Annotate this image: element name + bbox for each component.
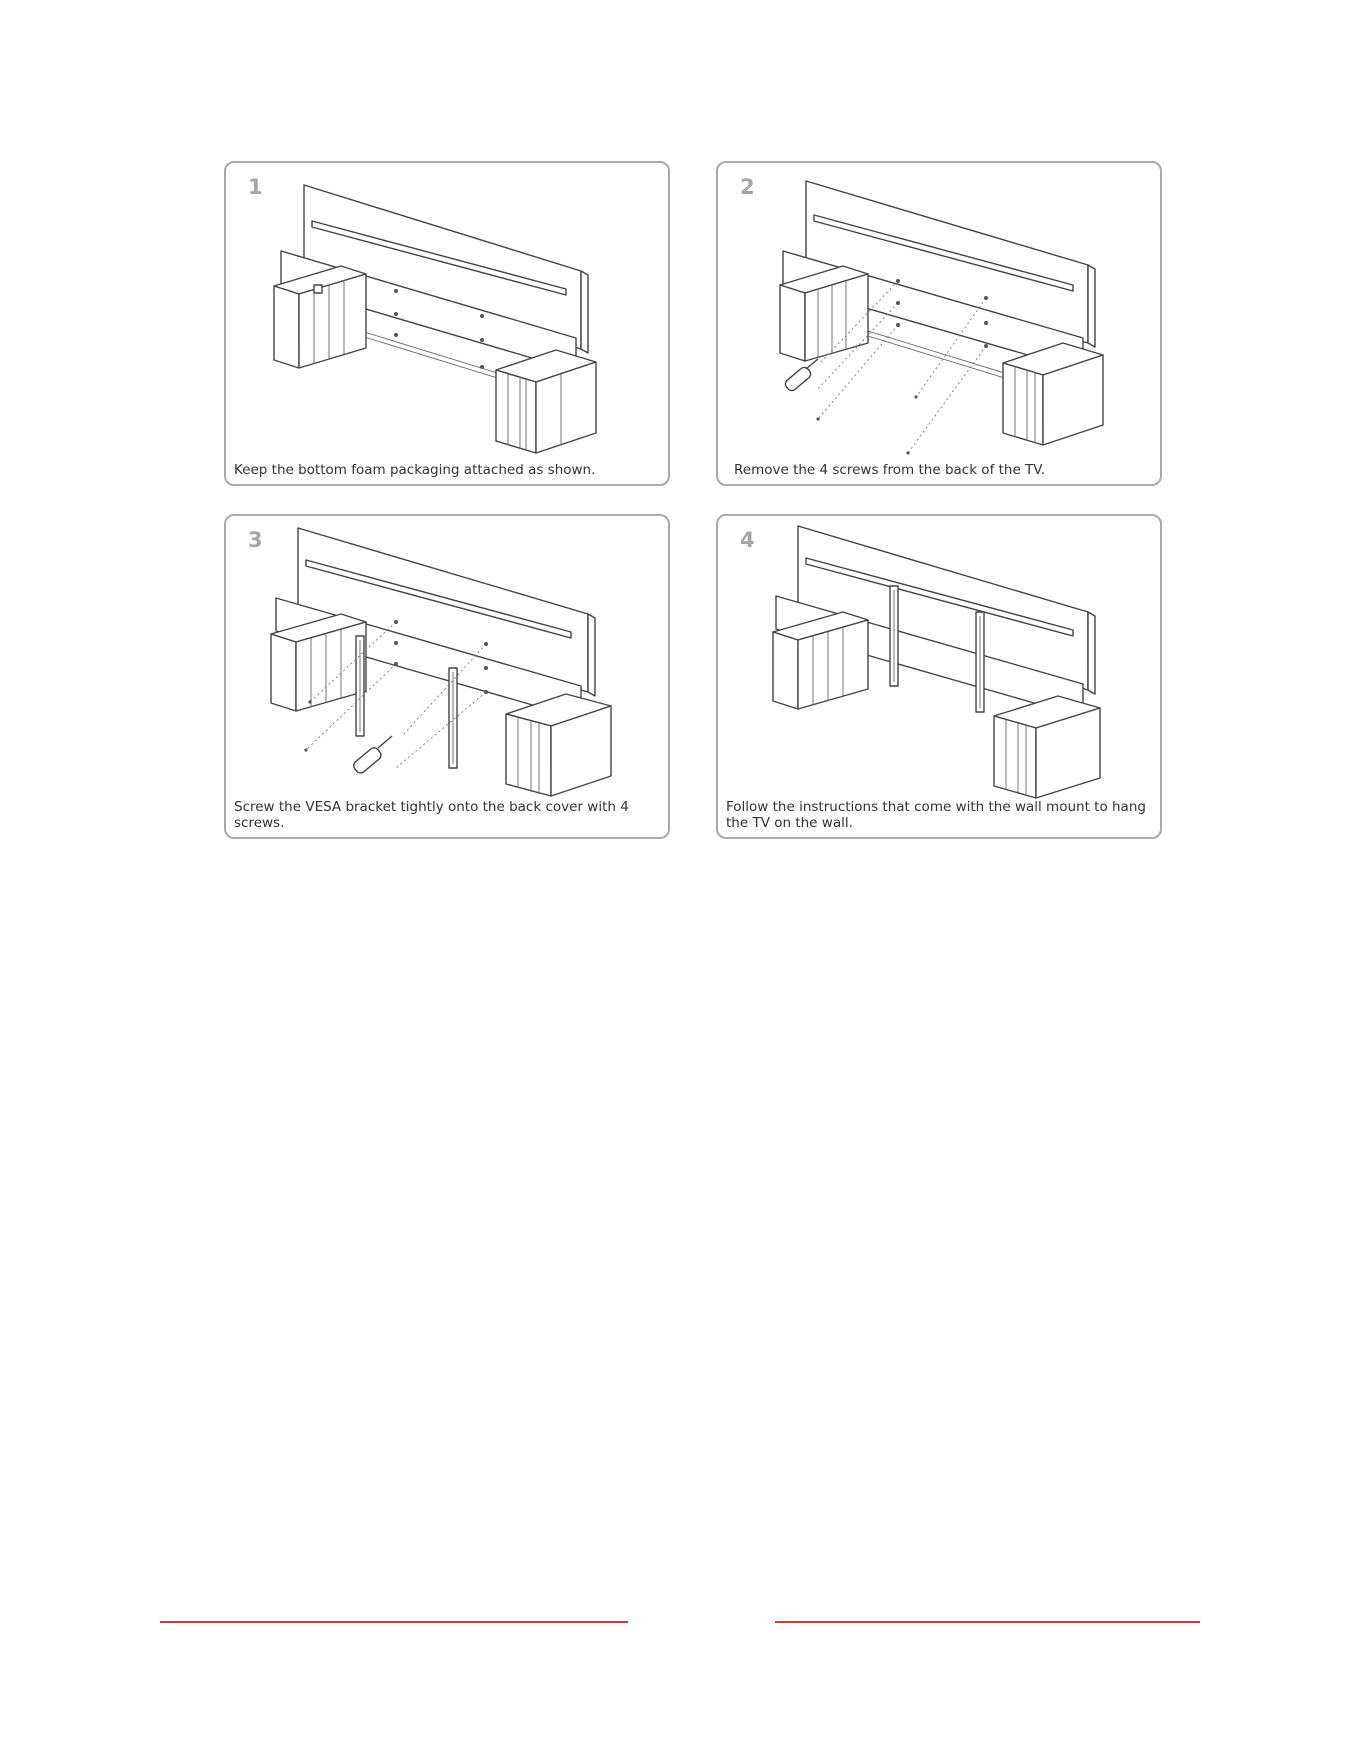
screwdriver-icon <box>783 359 818 393</box>
vesa-bracket-right <box>976 612 984 712</box>
step-number: 4 <box>740 528 755 552</box>
right-foam-block <box>994 696 1100 798</box>
step-caption: Screw the VESA bracket tightly onto the back cover with 4 screws. <box>234 799 629 831</box>
step-panel-1 <box>224 161 670 486</box>
step-caption: Keep the bottom foam packaging attached as shown. <box>234 462 596 478</box>
vesa-bracket-illustration <box>226 516 672 841</box>
footer-rule-right <box>775 1621 1200 1623</box>
step-panel-3 <box>224 514 670 839</box>
right-foam-block <box>496 350 596 453</box>
vesa-bracket-left <box>356 636 364 736</box>
step-panel-4 <box>716 514 1162 839</box>
right-foam-block <box>506 694 611 796</box>
step-number: 3 <box>248 528 263 552</box>
tv-foam-illustration <box>226 163 672 488</box>
footer-rule-left <box>160 1621 628 1623</box>
left-foam-block <box>274 266 366 368</box>
wall-mount-illustration <box>718 516 1164 841</box>
step-number: 1 <box>248 175 263 199</box>
step-number: 2 <box>740 175 755 199</box>
vesa-bracket-right <box>449 668 457 768</box>
step-panel-2 <box>716 161 1162 486</box>
step-caption: Remove the 4 screws from the back of the TV. <box>734 462 1046 478</box>
remove-screws-illustration <box>718 163 1164 488</box>
vesa-bracket-left <box>890 586 898 686</box>
right-foam-block <box>1003 343 1103 445</box>
step-caption: Follow the instructions that come with the wall mount to hang the TV on the wall. <box>726 799 1146 831</box>
screwdriver-icon <box>352 736 392 775</box>
